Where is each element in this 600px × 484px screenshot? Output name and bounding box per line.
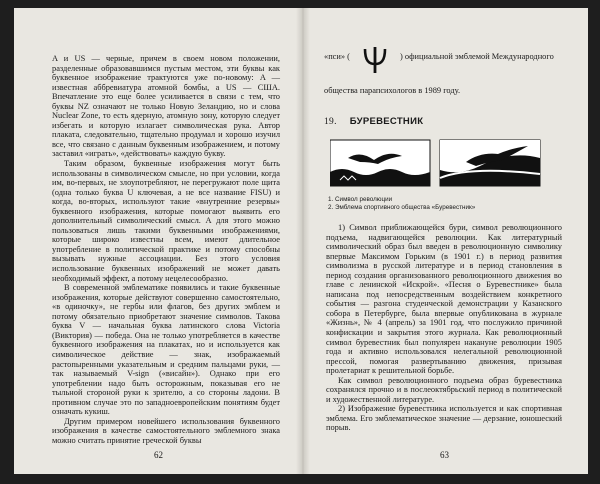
page-number-left: 62 xyxy=(154,450,163,460)
psi-line-start: «пси» ( xyxy=(324,52,350,61)
book-spread xyxy=(14,8,588,474)
paragraph: Другим примером новейшего использования буквенного изображения в качестве самостоятельного эмблемного знака можно считать принятие греческой буквы xyxy=(52,416,280,445)
caption: 2. Эмблема спортивного общества «Буревестник» xyxy=(328,203,476,211)
psi-line-2: общества парапсихологов в 1989 году. xyxy=(324,86,461,95)
psi-line-end: ) официальной эмблемой Международного xyxy=(400,52,554,61)
petrel-emblem-sports xyxy=(440,140,540,186)
right-page xyxy=(310,8,588,474)
caption: 1. Символ революции xyxy=(328,196,393,203)
paragraph: A и US — черные, причем в своем новом положении, разделенные образовавшимся пустым местом, эти буквы как буквенное изображение трактуются уже по-новому: A — известная аббревиатура атомной бомбы, a US — США. Впечатление это еще более усиливается в связи с тем, что буквы NZ означают не только Новую Зеландию, но и слова Nuclear Zone, то есть ядерную, атомную зону, которую следует избегать и которую излагает символическая рука. Автор плаката, следовательно, тщательно продумал и хорошо изучил все, что связано с данным буквенным изображением, и потому заставил «играть», «действовать» каждую букву. xyxy=(52,54,280,159)
paragraph: Как символ революционного подъема образ буревестника сохранялся прочно и в послеоктябрьский период в политической и художественной литературе. xyxy=(326,375,562,404)
psi-symbol-icon xyxy=(362,45,388,75)
left-page xyxy=(14,8,296,474)
paragraph: В современной эмблематике появились и такие буквенные изображения, которые действуют совершенно самостоятельно, «в одиночку», не гербы или флагов, без других эмблем и потому обязательно приобретают значение символов. Такова буква V — начальная буква латинского слова Victoria (Виктория) — победа. Она не только употребляется в качестве буквенного изображения на плакатах, но и используется как символическое действие — знак, изображаемый растопыренными указательным и средним пальцами руки, — так называемый V-sign («висайн»). Однако при его употреблении надо быть осторожным, показывая его не тыльной стороной руки к зрителю, а со стороны ладони. В противном случае это по западноевропейским понятиям будет означать кукиш. xyxy=(52,283,280,417)
page-number-right: 63 xyxy=(440,450,449,460)
section-number: 19. xyxy=(324,117,337,127)
paragraph: 1) Символ приближающейся бури, символ революционного подъема, надвигающейся революции. Как литературный символический образ был введен в революционную символику впервые Максимом Горьким (в 1901 г.) в период развития символизма в русской литературе и в период становления в период создания организованного революционного движения во главе с ленинской «Искрой». «Песня о Буревестнике» была написана под непосредственным воздействием конкретного события — разгона студенческой демонстрации у Казанского собора в Петербурге, была впервые опубликована в журнале «Жизнь», № 4 (апрель) за 1901 год, что послужило причиной конфискации и закрытия этого журнала. Как революционный символ буревестник был популярен накануне революции 1905 года и активно использовался нелегальной революционной прессой, помогая развертыванию движения, призывая пролетариат к решительной борьбе. xyxy=(326,223,562,376)
petrel-emblem-revolution xyxy=(330,140,430,186)
right-page-text xyxy=(326,223,562,433)
section-heading xyxy=(324,116,423,127)
paragraph: Таким образом, буквенные изображения могут быть использованы в символическом смысле, но при условии, когда им, во-первых, не злоупотребляют, не перегружают поле щита (одна только буква U ключевая, а не все название FISU) и когда, во-вторых, используют такие «внутренние резервы» буквенного изображения, которые помогают выявить его дополнительный символический смысл. А для этого можно пользоваться лишь такими буквенными изображениями, которые широко известны всем, имеют длительное употребление в политической практике и потому способны вызывать нужные ассоциации. Без этого условия использование буквенных изображений не может давать необходимый эффект, а потому нецелесообразно. xyxy=(52,159,280,283)
left-page-text xyxy=(52,54,280,445)
section-title: БУРЕВЕСТНИК xyxy=(349,116,424,127)
emblem-figures xyxy=(330,136,550,190)
book-gutter xyxy=(296,8,310,474)
paragraph: 2) Изображение буревестника используется и как спортивная эмблема. Его эмблематическое значение — дерзание, юношеский порыв. xyxy=(326,404,562,433)
figure-captions xyxy=(328,196,475,211)
